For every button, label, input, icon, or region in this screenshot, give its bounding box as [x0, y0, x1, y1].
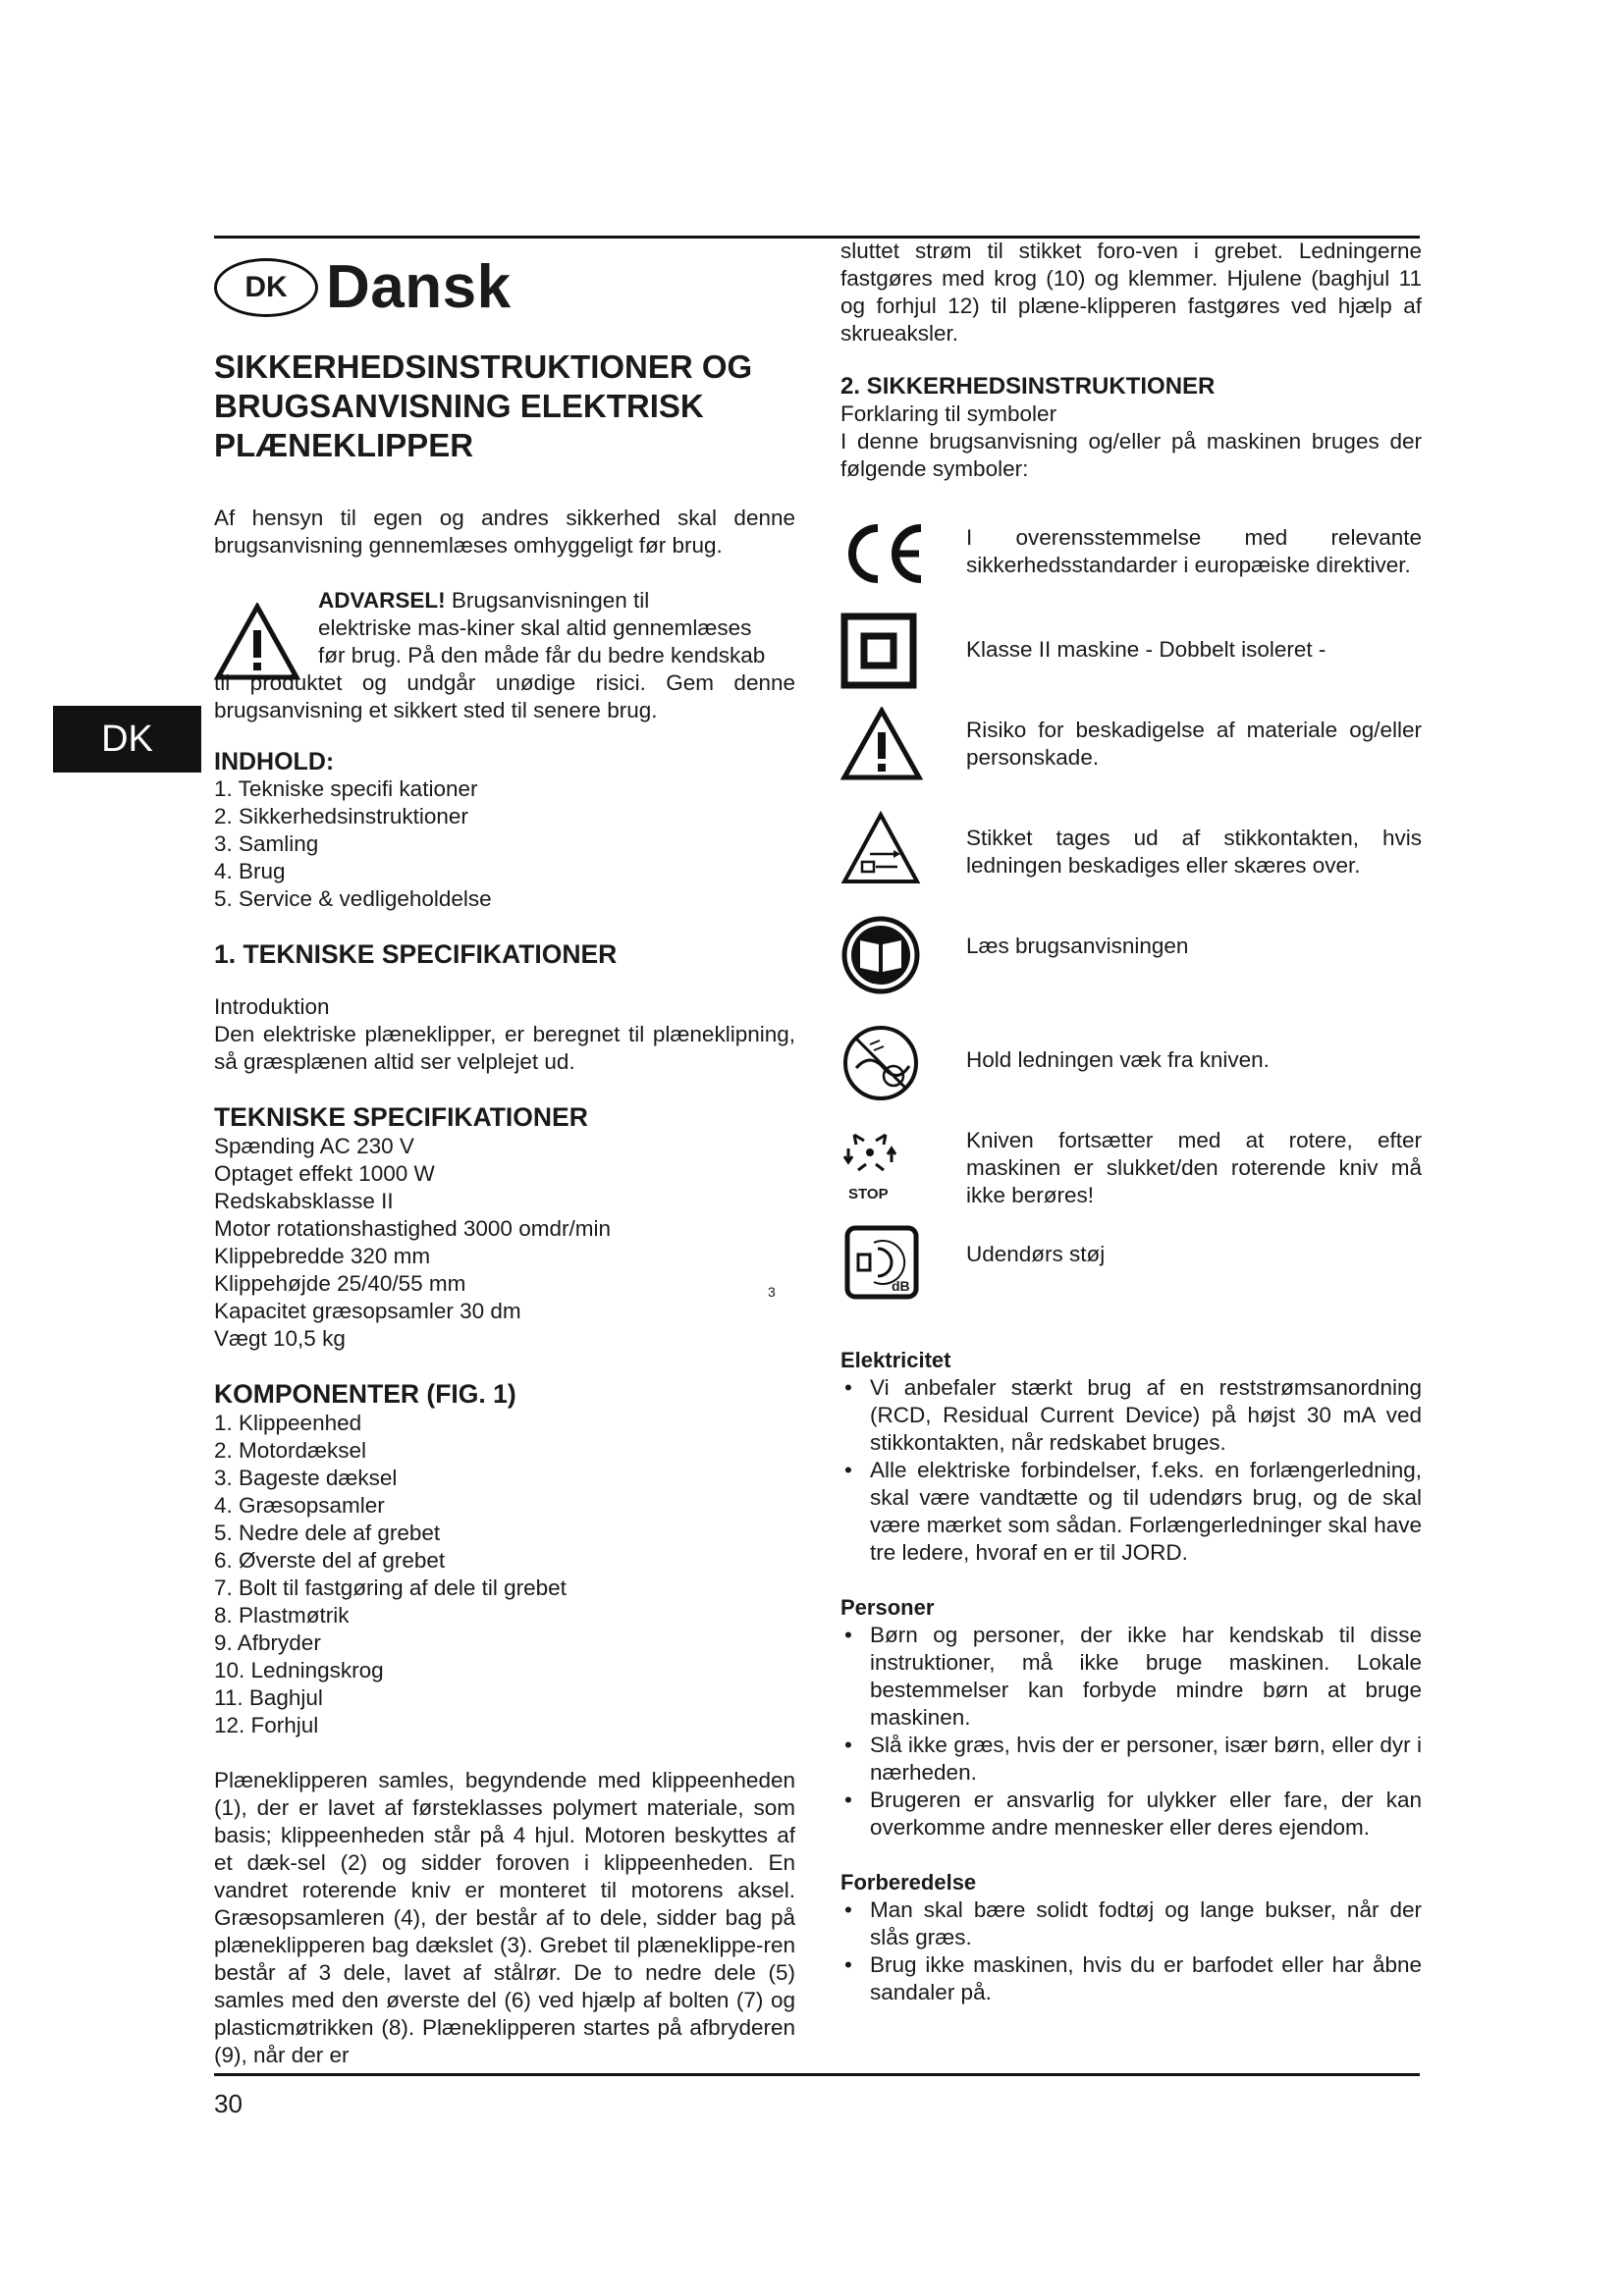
intro-text: Den elektriske plæneklipper, er beregnet til plæneklipning, så græsplænen altid ser velplejet ud. — [214, 1022, 795, 1074]
intro-label: Introduktion — [214, 994, 330, 1019]
warning-line-1: Brugsanvisningen til — [451, 588, 650, 613]
warning-triangle-icon — [840, 707, 923, 781]
list-item: • Slå ikke græs, hvis der er personer, især børn, eller dyr i nærheden. — [840, 1732, 1422, 1787]
symbol-text: Stikket tages ud af stikkontakten, hvis ledningen beskadiges eller skæres over. — [966, 826, 1422, 878]
electricity-list — [840, 1374, 1422, 1567]
symbol-text: Udendørs støj — [966, 1242, 1106, 1266]
preparation-list — [840, 1896, 1422, 2006]
list-item: 3. Bageste dæksel — [214, 1466, 398, 1490]
list-item: 2. Motordæksel — [214, 1438, 367, 1463]
symbol-text: Kniven fortsætter med at rotere, efter maskinen er slukket/den roterende kniv må ikke berøres! — [966, 1128, 1422, 1207]
spec-item: Spænding AC 230 V — [214, 1134, 414, 1158]
list-item: • Vi anbefaler stærkt brug af en reststrømsanordning (RCD, Residual Current Device) på højst 30 mA ved stikkontakten, når redskabet bruges. — [840, 1374, 1422, 1457]
symbols-intro: I denne brugsanvisning og/eller på maskinen bruges der følgende symboler: — [840, 429, 1422, 481]
language-side-tab: DK — [53, 706, 201, 773]
list-item: • Børn og personer, der ikke har kendskab til disse instruktioner, må ikke bruge maskinen. Lokale bestemmelser kan forbyde mindre børn at bruge maskinen. — [840, 1622, 1422, 1732]
dk-badge: DK — [214, 258, 318, 317]
list-item: 10. Ledningskrog — [214, 1658, 384, 1682]
right-column-bottom — [840, 1347, 1422, 2006]
language-title: Dansk — [326, 253, 512, 321]
list-item: 4. Brug — [214, 859, 286, 883]
list-item: 7. Bolt til fastgøring af dele til grebet — [214, 1575, 567, 1600]
warning-label: ADVARSEL! — [318, 588, 446, 613]
list-item: • Brug ikke maskinen, hvis du er barfodet eller har åbne sandaler på. — [840, 1951, 1422, 2006]
list-item: 2. Sikkerhedsinstruktioner — [214, 804, 468, 828]
spec-item: Vægt 10,5 kg — [214, 1326, 346, 1351]
list-item: 5. Nedre dele af grebet — [214, 1521, 441, 1545]
symbols-subheading: Forklaring til symboler — [840, 401, 1057, 426]
language-header — [214, 245, 795, 330]
components-list — [214, 1410, 795, 1739]
spec-item: Optaget effekt 1000 W — [214, 1161, 435, 1186]
components-description: Plæneklipperen samles, begyndende med klippeenheden (1), der er lavet af førsteklasses polymert materiale, som basis; klippeenheden står på 4 hjul. Motoren beskyttes af et dæk-sel (2) og sidder foroven i klippeenheden. En vandret roterende kniv er monteret til motorens aksel. Græsopsamleren (4), der består af to dele, sidder bag på plæneklipperen bag dækslet (3). Grebet til plæneklippe-ren består af 3 dele, lavet af stålrør. De to nedre dele (5) samles med den øverste del (6) ved hjælp af bolten (7) og plasticmøtrikken (8). Plæneklipperen startes på afbryderen (9), når der er — [214, 1768, 795, 2067]
class-ii-double-square-icon — [840, 613, 917, 689]
left-column — [214, 245, 795, 2069]
electricity-heading: Elektricitet — [840, 1348, 951, 1372]
db-label: dB — [892, 1278, 910, 1294]
contents-heading: INDHOLD: — [214, 748, 335, 775]
page-number: 30 — [214, 2089, 243, 2118]
spec-item: Kapacitet græsopsamler 30 dm — [214, 1299, 521, 1323]
warning-line-3: før brug. På den måde får du bedre kendskab — [318, 643, 766, 667]
list-item: • Alle elektriske forbindelser, f.eks. en forlængerledning, skal være vandtætte og til udendørs brug, og de skal være mærket som sådan. Forlængerledninger skal have tre ledere, hvoraf en er til JORD. — [840, 1457, 1422, 1567]
spec-item: Klippebredde 320 mm — [214, 1244, 431, 1268]
section2-heading: 2. SIKKERHEDSINSTRUKTIONER — [840, 373, 1216, 400]
ce-mark-icon — [840, 518, 927, 589]
specs-list — [214, 1133, 795, 1353]
right-column-top — [840, 238, 1422, 483]
spec-item: Klippehøjde 25/40/55 mm — [214, 1271, 466, 1296]
stop-label: STOP — [848, 1186, 889, 1202]
list-item: • Man skal bære solidt fodtøj og lange bukser, når der slås græs. — [840, 1896, 1422, 1951]
list-item: 4. Græsopsamler — [214, 1493, 385, 1518]
preparation-heading: Forberedelse — [840, 1870, 977, 1895]
page-title: SIKKERHEDSINSTRUKTIONER OG BRUGSANVISNING ELEKTRISK PLÆNEKLIPPER — [214, 348, 753, 463]
contents-list — [214, 775, 795, 913]
persons-list — [840, 1622, 1422, 1842]
list-item: 11. Baghjul — [214, 1685, 323, 1710]
warning-text: til produktet og undgår unødige risici. Gem denne brugsanvisning et sikkert sted til senere brug. — [214, 670, 795, 722]
spec-item: Redskabsklasse II — [214, 1189, 394, 1213]
symbol-text: Læs brugsanvisningen — [966, 934, 1189, 958]
list-item: 12. Forhjul — [214, 1713, 319, 1737]
spec-item: Motor rotationshastighed 3000 omdr/min — [214, 1216, 611, 1241]
list-item: 9. Afbryder — [214, 1630, 321, 1655]
list-item: 5. Service & vedligeholdelse — [214, 886, 492, 911]
list-item: • Brugeren er ansvarlig for ulykker eller fare, der kan overkomme andre mennesker eller deres ejendom. — [840, 1787, 1422, 1842]
bottom-rule — [214, 2073, 1420, 2076]
keep-cable-away-icon — [840, 1023, 921, 1103]
warning-line-2: elektriske mas-kiner skal altid gennemlæses — [318, 615, 752, 640]
symbol-text: Risiko for beskadigelse af materiale og/eller personskade. — [966, 718, 1422, 770]
warning-triangle-icon — [214, 603, 300, 681]
read-manual-icon — [840, 915, 921, 995]
symbol-text: I overensstemmelse med relevante sikkerhedsstandarder i europæiske direktiver. — [966, 525, 1422, 577]
symbol-text: Klasse II maskine - Dobbelt isoleret - — [966, 637, 1326, 662]
continuation-text: sluttet strøm til stikket foro-ven i grebet. Ledningerne fastgøres med krog (10) og klemmer. Hjulene (baghjul 11 og forhjul 12) til plæne-klipperen fastgøres ved hjælp af skrueaksler. — [840, 239, 1422, 346]
list-item: 1. Klippeenhed — [214, 1411, 362, 1435]
list-item: 3. Samling — [214, 831, 319, 856]
list-item: 6. Øverste del af grebet — [214, 1548, 446, 1573]
warning-block — [214, 587, 795, 724]
symbol-text: Hold ledningen væk fra kniven. — [966, 1047, 1270, 1072]
intro-paragraph: Af hensyn til egen og andres sikkerhed skal denne brugsanvisning gennemlæses omhyggeligt før brug. — [214, 506, 795, 558]
persons-heading: Personer — [840, 1595, 935, 1620]
list-item: 1. Tekniske specifi kationer — [214, 776, 478, 801]
blade-rotation-stop-icon — [840, 1127, 899, 1192]
components-heading: KOMPONENTER (FIG. 1) — [214, 1379, 516, 1409]
superscript-three: 3 — [768, 1284, 776, 1300]
specs-heading: TEKNISKE SPECIFIKATIONER — [214, 1102, 588, 1132]
list-item: 8. Plastmøtrik — [214, 1603, 350, 1628]
unplug-warning-icon — [840, 811, 921, 885]
section1-heading: 1. TEKNISKE SPECIFIKATIONER — [214, 939, 618, 969]
